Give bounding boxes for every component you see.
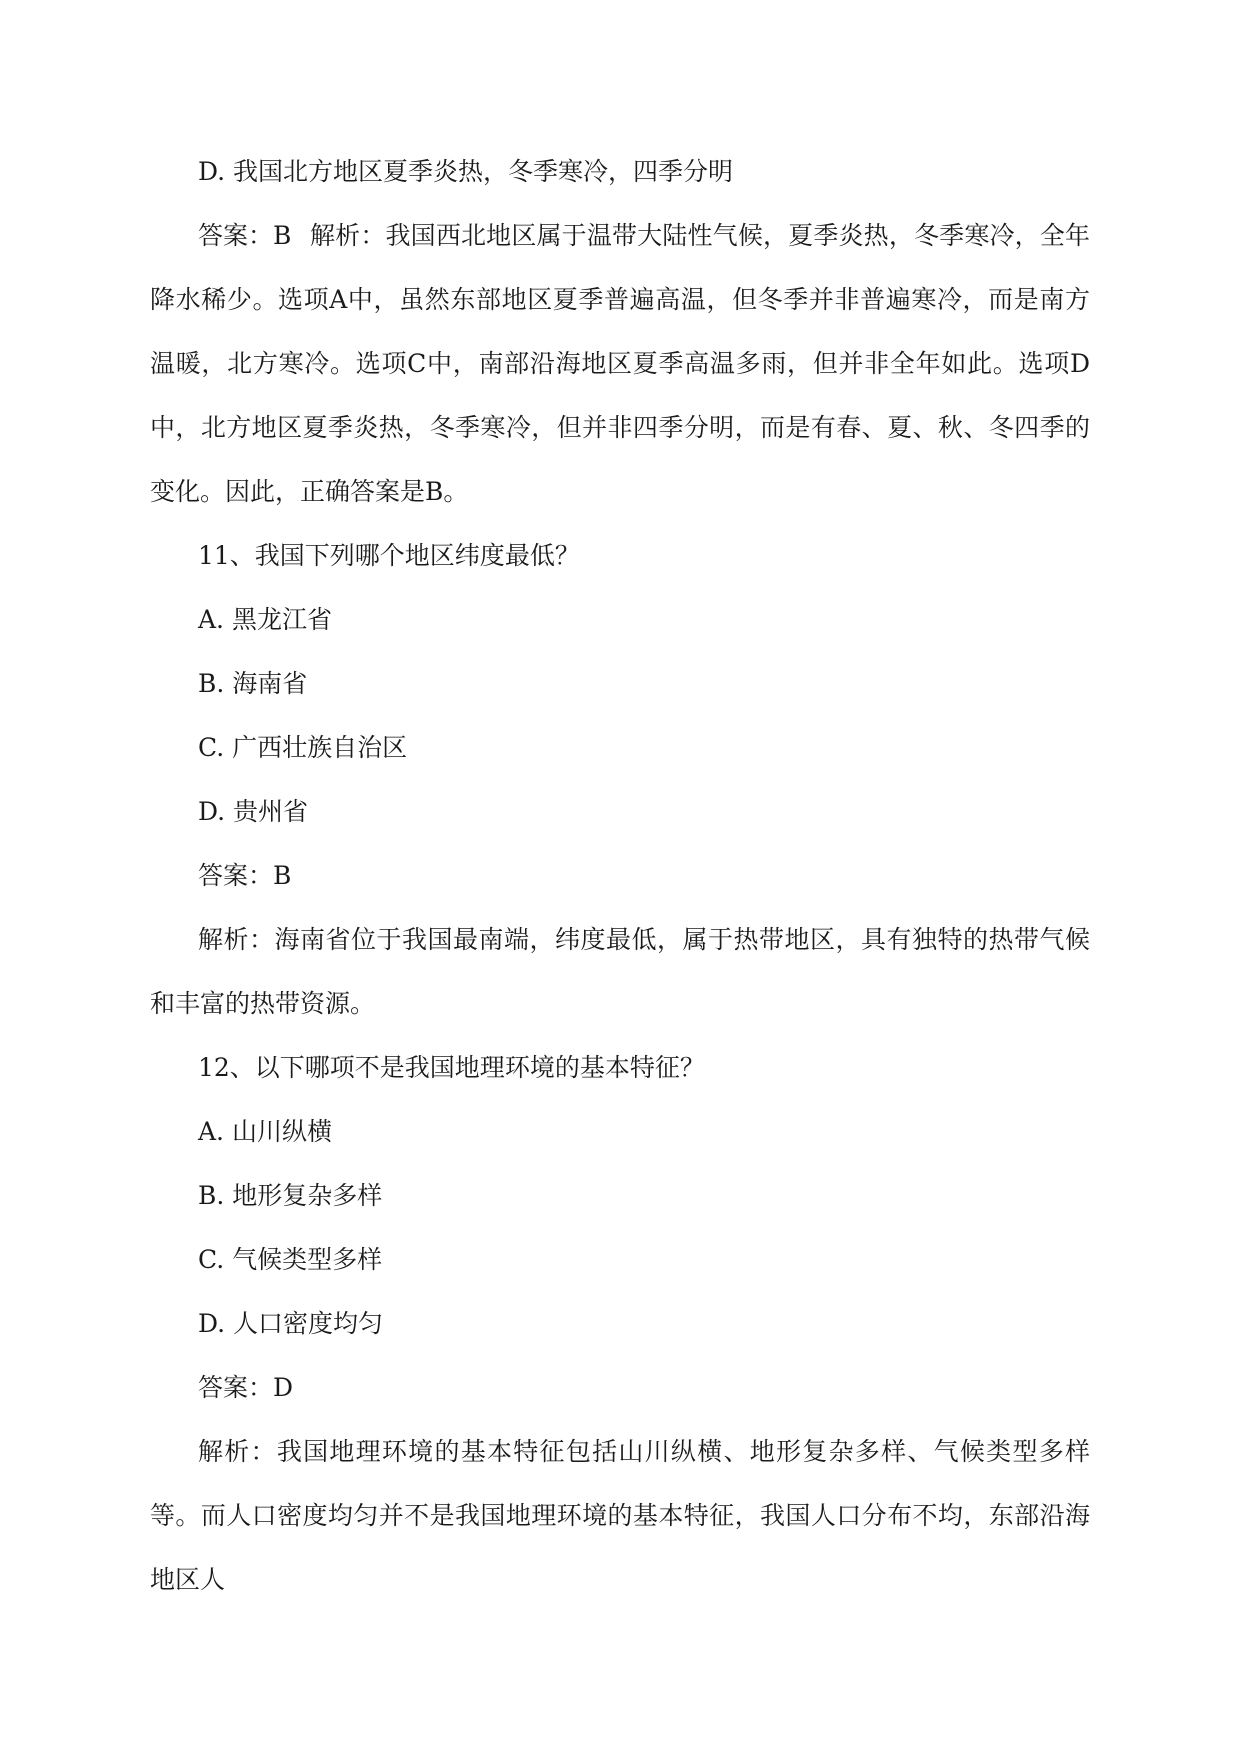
q11-option-c: C. 广西壮族自治区 bbox=[198, 733, 408, 762]
q12-option-b: B. 地形复杂多样 bbox=[198, 1181, 383, 1210]
q12-option-c: C. 气候类型多样 bbox=[198, 1245, 383, 1274]
q10-option-d: D. 我国北方地区夏季炎热，冬季寒冷，四季分明 bbox=[198, 157, 734, 186]
q12-question: 12、以下哪项不是我国地理环境的基本特征？ bbox=[198, 1053, 705, 1082]
q11-option-d: D. 贵州省 bbox=[198, 797, 309, 826]
document-page bbox=[150, 140, 1090, 1612]
q11-analysis: 解析：海南省位于我国最南端，纬度最低，属于热带地区，具有独特的热带气候和丰富的热带资源。 bbox=[150, 925, 1090, 1018]
q10-answer: 答案：B bbox=[198, 221, 292, 250]
q12-option-d: D. 人口密度均匀 bbox=[198, 1309, 384, 1338]
q10-analysis: 解析：我国西北地区属于温带大陆性气候，夏季炎热，冬季寒冷，全年降水稀少。选项A中，虽然东部地区夏季普遍高温，但冬季并非普遍寒冷，而是南方温暖，北方寒冷。选项C中，南部沿海地区夏季高温多雨，但并非全年如此。选项D中，北方地区夏季炎热，冬季寒冷，但并非四季分明，而是有春、夏、秋、冬四季的变化。因此，正确答案是B。 bbox=[150, 221, 1090, 506]
q11-question: 11、我国下列哪个地区纬度最低？ bbox=[198, 541, 580, 570]
q11-option-b: B. 海南省 bbox=[198, 669, 308, 698]
q12-option-a: A. 山川纵横 bbox=[198, 1117, 332, 1146]
q12-answer: 答案：D bbox=[198, 1373, 294, 1402]
q12-analysis: 解析：我国地理环境的基本特征包括山川纵横、地形复杂多样、气候类型多样等。而人口密度均匀并不是我国地理环境的基本特征，我国人口分布不均，东部沿海地区人 bbox=[150, 1437, 1090, 1594]
q11-option-a: A. 黑龙江省 bbox=[198, 605, 332, 634]
q11-answer: 答案：B bbox=[198, 861, 292, 890]
